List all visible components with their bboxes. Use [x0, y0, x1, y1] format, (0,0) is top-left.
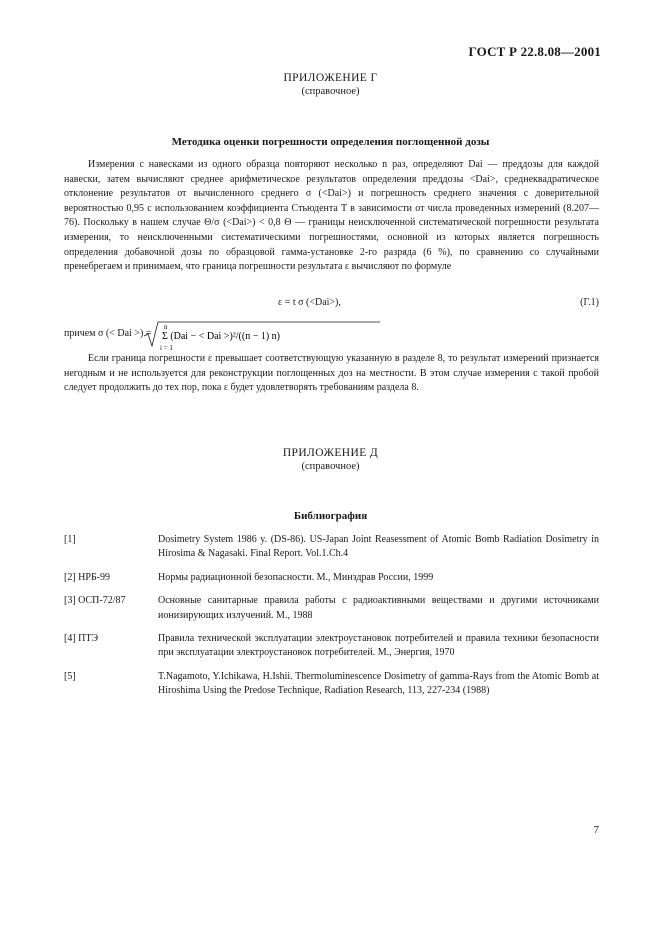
bibliography-ref: [1] [64, 534, 76, 545]
bibliography-list [64, 533, 599, 699]
page-number: 7 [593, 824, 599, 836]
bibliography-text: Dosimetry System 1986 y. (DS-86). US-Japan Joint Reasessment of Atomic Bomb Radiation Dosimetry in Hirosima & Nagasaki. Final Report. Vol.1.Ch.4 [158, 534, 599, 560]
sigma-prefix: причем σ (< Dai >) = [64, 328, 152, 339]
appendix-d-title: ПРИЛОЖЕНИЕ Д [282, 447, 379, 459]
formula-number: (Г.1) [580, 297, 599, 308]
bibliography-item [64, 670, 599, 699]
formula-expression: ε = t σ (<Dai>), [278, 297, 341, 308]
sigma-upper-limit: n [164, 323, 168, 331]
appendix-g-subtitle: (справочное) [301, 86, 360, 97]
appendix-g-title: ПРИЛОЖЕНИЕ Г [283, 72, 378, 84]
bibliography-item [64, 632, 599, 661]
bibliography-text: T.Nagamoto, Y.Ichikawa, H.Ishii. Thermoluminescence Dosimetry of gamma-Rays from the Atomic Bomb at Hiroshima Using the Predose Technique, Radiation Research, 113, 227-234 (1988) [158, 670, 599, 697]
paragraph-text: Измерения с навесками из одного образца повторяют несколько n раз, определяют Dai — преддозы для каждой навески, затем вычисляют среднее арифметическое результатов определения преддозы <Dai>, среднеквадратическое отклонение результатов от вычисленного среднего σ (<Dai>) и погрешность среднего значения с доверительной вероятностью 0,95 с использованием коэффициента Стьюдента T в зависимости от числа проведенных измерений (8.207—76). Поскольку в нашем случае Θ/σ (<Dai>) < 0,8 Θ — границы неисключенной систематической погрешности результата измерения, то неисключенными систематическими погрешностями, основной из которых является погрешность определения добавочной дозы по образцовой гамма-установке 2-го разряда (6 %), по сравнению со случайными пренебрегаем и принимаем, что граница погрешности результата ε вычисляют по формуле [64, 159, 599, 273]
formula-g1 [64, 297, 599, 313]
bibliography-ref: [4] ПТЭ [64, 633, 99, 645]
bibliography-item [64, 571, 599, 585]
bibliography-ref: [3] ОСП-72/87 [64, 595, 126, 607]
sqrt-sign [142, 320, 382, 356]
bibliography-ref: [5] [64, 670, 76, 682]
appendix-g-paragraph-2 [64, 352, 599, 396]
bibliography-title: Библиография [293, 510, 368, 522]
standard-header: ГОСТ Р 22.8.08—2001 [468, 44, 601, 59]
bibliography-text: Правила технической эксплуатации электроустановок потребителей и правила техники безопасности при эксплуатации электроустановок потребителей. М., Энергия, 1970 [158, 633, 599, 659]
bibliography-ref: [2] НРБ-99 [64, 571, 111, 583]
sigma-lower-limit: i = 1 [160, 344, 173, 352]
appendix-g-paragraph-1 [64, 158, 599, 275]
sigma-expression: Σ (Dai − < Dai >)²/((n − 1) n) [162, 331, 281, 342]
bibliography-item [64, 594, 599, 623]
paragraph-text: Если граница погрешности ε превышает соответствующую указанную в разделе 8, то результат измерений признается негодным и не используется для реконструкции поглощенных доз на местности. В этом случае измерения с такой пробой следует продолжить до тех пор, пока ε будет удовлетворять требованиям раздела 8. [64, 353, 599, 394]
bibliography-text: Основные санитарные правила работы с радиоактивными веществами и другими источниками ионизирующих излучений. М., 1988 [158, 595, 599, 621]
appendix-d-subtitle: (справочное) [301, 461, 360, 472]
appendix-g-section-title: Методика оценки погрешности определения поглощенной дозы [171, 136, 490, 148]
bibliography-item [64, 533, 599, 562]
bibliography-text: Нормы радиационной безопасности. М., Минздрав России, 1999 [158, 571, 434, 583]
